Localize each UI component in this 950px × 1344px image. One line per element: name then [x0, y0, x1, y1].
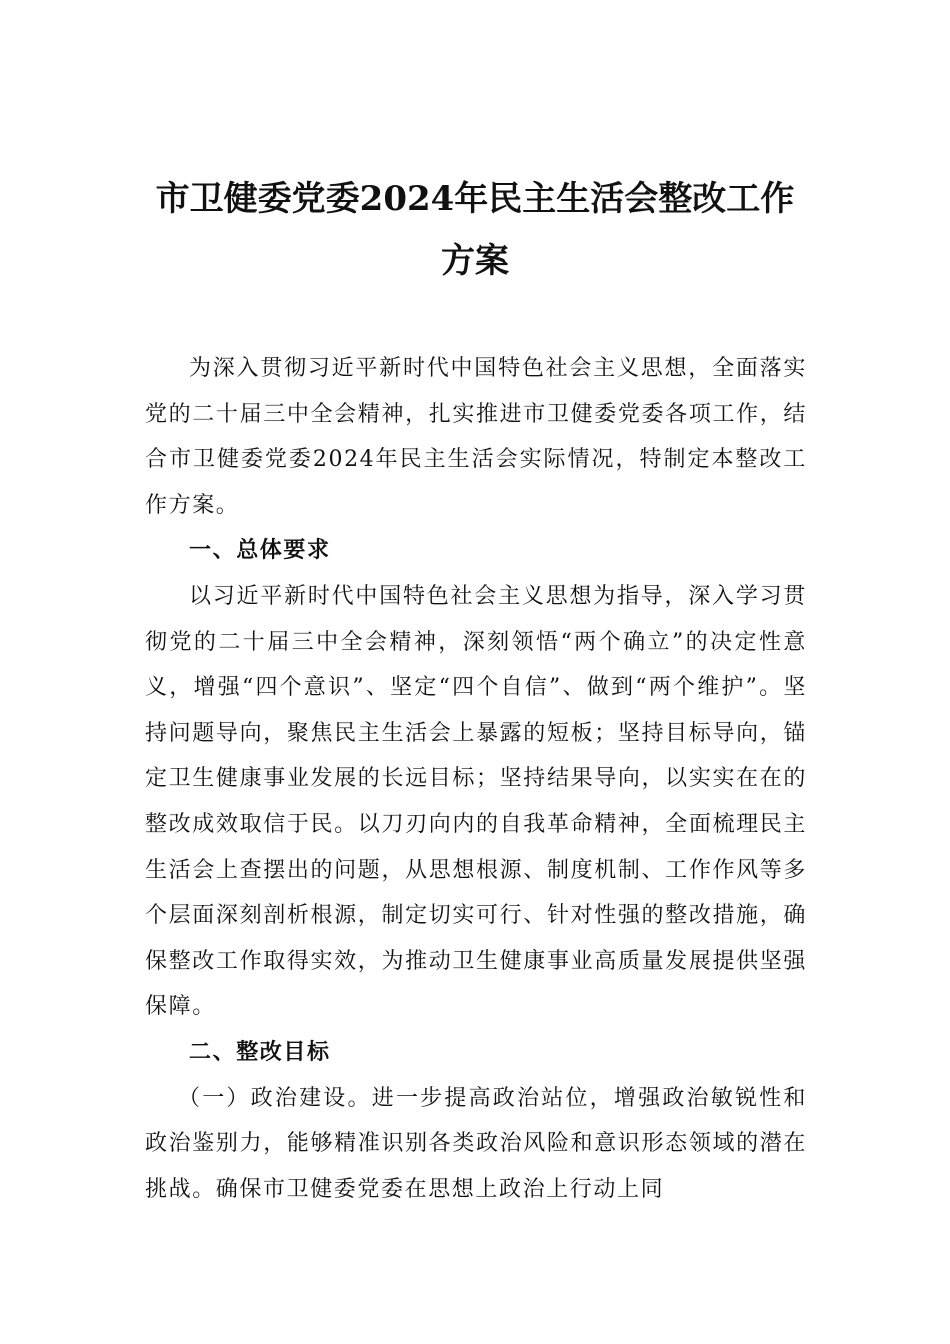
goal-item-label: （一）政治建设。	[178, 1085, 372, 1111]
section-heading-rectification-goals: 二、整改目标	[189, 1039, 331, 1065]
section-heading-overall-requirements: 一、总体要求	[189, 538, 331, 564]
title-line-2: 方案	[441, 241, 509, 281]
goal-item-body: 进一步提高政治站位，增强政治敏锐性和政治鉴别力，能够精准识别各类政治风险和意识形态领域的潜在挑战。确保市卫健委党委在思想上政治上行动上同	[145, 1085, 807, 1202]
document-title	[140, 168, 810, 292]
title-line-1: 市卫健委党委2024年民主生活会整改工作	[155, 179, 795, 219]
intro-paragraph: 为深入贯彻习近平新时代中国特色社会主义思想，全面落实党的二十届三中全会精神，扎实推进市卫健委党委各项工作，结合市卫健委党委2024年民主生活会实际情况，特制定本整改工作方案。	[145, 356, 807, 518]
section-paragraph-overall-requirements: 以习近平新时代中国特色社会主义思想为指导，深入学习贯彻党的二十届三中全会精神，深刻领悟“两个确立”的决定性意义，增强“四个意识”、坚定“四个自信”、做到“两个维护”。坚持问题导向，聚焦民主生活会上暴露的短板；坚持目标导向，锚定卫生健康事业发展的长远目标；坚持结果导向，以实实在在的整改成效取信于民。以刀刃向内的自我革命精神，全面梳理民主生活会上查摆出的问题，从思想根源、制度机制、工作作风等多个层面深刻剖析根源，制定切实可行、针对性强的整改措施，确保整改工作取得实效，为推动卫生健康事业高质量发展提供坚强保障。	[145, 583, 807, 1020]
document-body	[145, 346, 807, 1212]
goal-item-political-construction	[145, 1076, 807, 1213]
